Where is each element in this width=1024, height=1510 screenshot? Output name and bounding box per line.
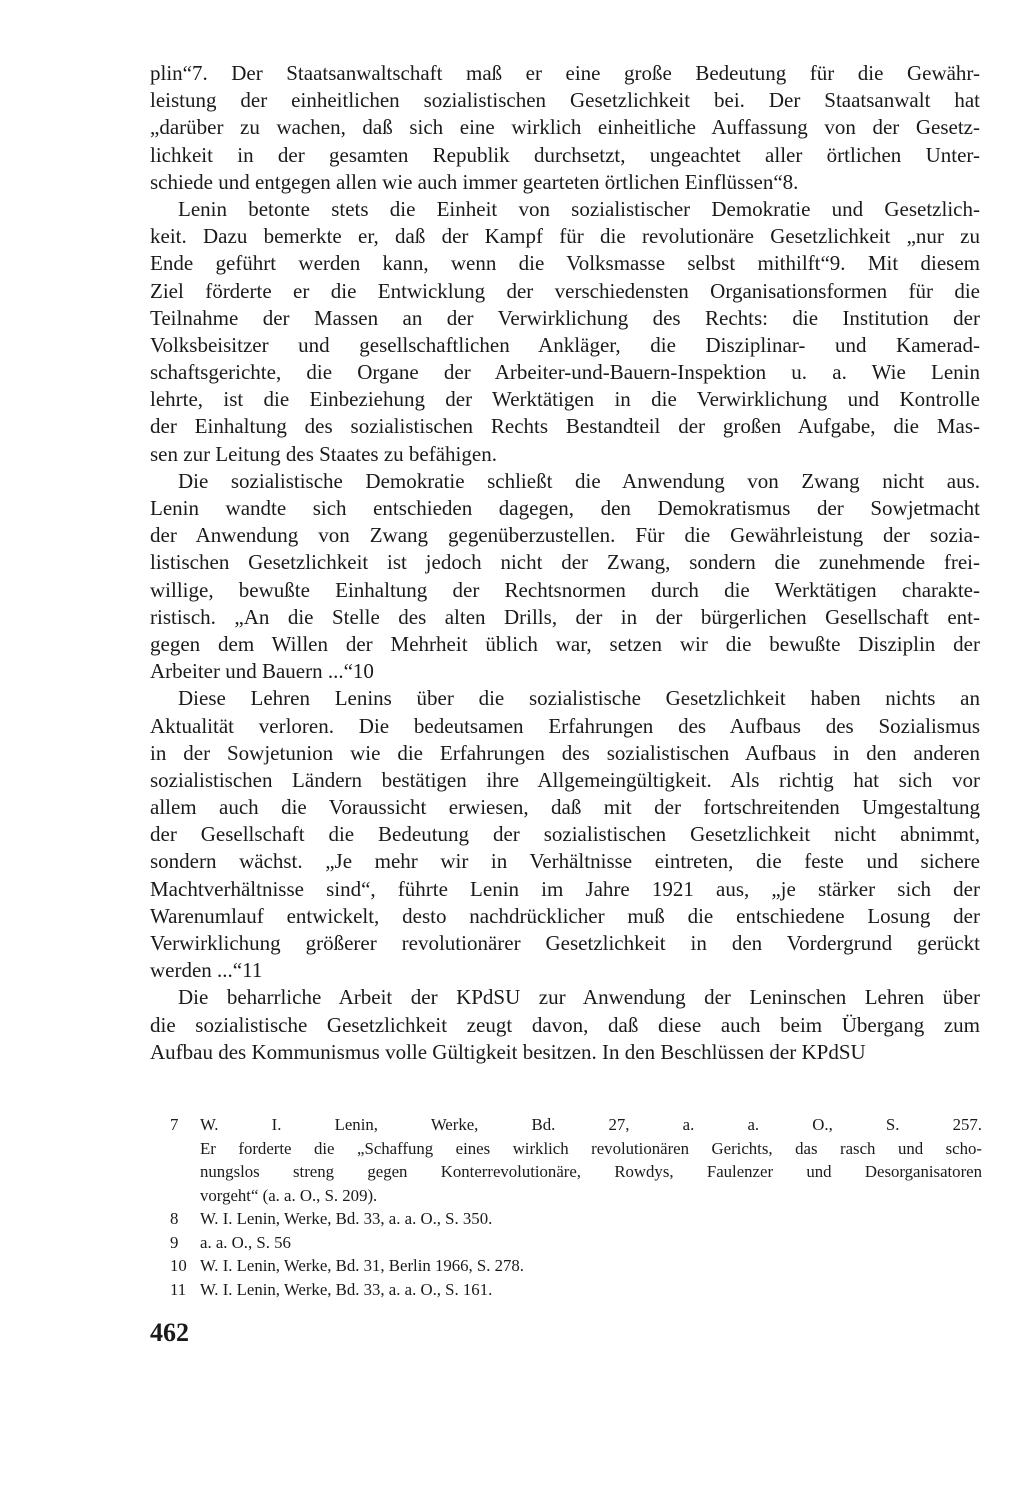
text-line: lichkeit in der gesamten Republik durchsetzt, ungeachtet aller örtlichen Unter- bbox=[150, 142, 980, 167]
text-line: schiede und entgegen allen wie auch immer gearteten örtlichen Einflüssen“8. bbox=[150, 169, 799, 194]
footnote bbox=[170, 1231, 982, 1255]
footnote-text bbox=[200, 1254, 982, 1278]
text-line: Diese Lehren Lenins über die sozialistische Gesetzlichkeit haben nichts an bbox=[178, 686, 980, 711]
text-line: allem auch die Voraussicht erwiesen, daß mit der fortschreitenden Umgestaltung bbox=[150, 795, 980, 820]
text-line: listischen Gesetzlichkeit ist jedoch nicht der Zwang, sondern die zunehmende frei- bbox=[150, 550, 980, 575]
footnote-number: 10 bbox=[170, 1256, 187, 1275]
body-text bbox=[150, 60, 980, 1066]
text-line: lehrte, ist die Einbeziehung der Werktätigen in die Verwirklichung und Kontrolle bbox=[150, 387, 980, 412]
text-line: willige, bewußte Einhaltung der Rechtsnormen durch die Werktätigen charakte- bbox=[150, 577, 980, 602]
paragraph bbox=[150, 685, 980, 984]
text-line: Warenumlauf entwickelt, desto nachdrücklicher muß die entschiedene Losung der bbox=[150, 903, 980, 928]
text-line: schaftsgerichte, die Organe der Arbeiter-und-Bauern-Inspektion u. a. Wie Lenin bbox=[150, 360, 980, 385]
text-line: plin“7. Der Staatsanwaltschaft maß er eine große Bedeutung für die Gewähr- bbox=[150, 61, 980, 85]
text-line: der Gesellschaft die Bedeutung der sozialistischen Gesetzlichkeit nicht abnimmt, bbox=[150, 822, 980, 847]
footnote-line: nungslos streng gegen Konterrevolutionäre, Rowdys, Faulenzer und Desorganisatoren bbox=[200, 1162, 982, 1181]
paragraph bbox=[150, 60, 980, 196]
footnote-line: a. a. O., S. 56 bbox=[200, 1232, 291, 1252]
text-line: Arbeiter und Bauern ...“10 bbox=[150, 659, 374, 684]
page-number: 462 bbox=[150, 1318, 189, 1347]
text-line: ristisch. „An die Stelle des alten Drills, der in der bürgerlichen Gesellschaft ent- bbox=[150, 604, 980, 629]
footnote bbox=[170, 1207, 982, 1231]
footnote-line: Er forderte die „Schaffung eines wirklich revolutionären Gerichts, das rasch und scho- bbox=[200, 1138, 982, 1158]
footnote bbox=[170, 1113, 982, 1207]
footnotes bbox=[170, 1113, 982, 1301]
text-line: gegen dem Willen der Mehrheit üblich war, setzen wir die bewußte Disziplin der bbox=[150, 631, 980, 656]
paragraph bbox=[150, 196, 980, 468]
text-line: sondern wächst. „Je mehr wir in Verhältnisse eintreten, die feste und sichere bbox=[150, 849, 980, 874]
text-line: der Einhaltung des sozialistischen Rechts Bestandteil der großen Aufgabe, die Mas- bbox=[150, 414, 980, 439]
text-line: Lenin wandte sich entschieden dagegen, den Demokratismus der Sowjetmacht bbox=[150, 496, 980, 520]
text-line: Die beharrliche Arbeit der KPdSU zur Anwendung der Leninschen Lehren über bbox=[178, 985, 980, 1010]
footnote-text bbox=[200, 1231, 982, 1255]
text-line: sen zur Leitung des Staates zu befähigen. bbox=[150, 441, 497, 466]
footnote-number: 8 bbox=[170, 1209, 179, 1228]
footnote bbox=[170, 1254, 982, 1278]
footnote-number: 9 bbox=[170, 1232, 179, 1252]
text-line: Die sozialistische Demokratie schließt die Anwendung von Zwang nicht aus. bbox=[178, 468, 980, 493]
text-line: die sozialistische Gesetzlichkeit zeugt davon, daß diese auch beim Übergang zum bbox=[150, 1012, 980, 1037]
footnote-line: W. I. Lenin, Werke, Bd. 33, a. a. O., S. 161. bbox=[200, 1279, 493, 1299]
footnote-line: W. I. Lenin, Werke, Bd. 33, a. a. O., S. 350. bbox=[200, 1209, 493, 1228]
footnote-line: vorgeht“ (a. a. O., S. 209). bbox=[200, 1185, 378, 1205]
footnote-text bbox=[200, 1278, 982, 1302]
footnote bbox=[170, 1278, 982, 1302]
text-line: sozialistischen Ländern bestätigen ihre Allgemeingültigkeit. Als richtig hat sich vor bbox=[150, 767, 980, 792]
text-line: Ziel förderte er die Entwicklung der verschiedensten Organisationsformen für die bbox=[150, 278, 980, 303]
paragraph bbox=[150, 468, 980, 686]
text-line: Aufbau des Kommunismus volle Gültigkeit besitzen. In den Beschlüssen der KPdSU bbox=[150, 1039, 866, 1064]
text-line: „darüber zu wachen, daß sich eine wirklich einheitliche Auffassung von der Gesetz- bbox=[150, 115, 980, 140]
footnote-line: W. I. Lenin, Werke, Bd. 27, a. a. O., S. 257. bbox=[200, 1115, 982, 1134]
footnote-line: W. I. Lenin, Werke, Bd. 31, Berlin 1966, S. 278. bbox=[200, 1256, 524, 1275]
text-line: Ende geführt werden kann, wenn die Volksmasse selbst mithilft“9. Mit diesem bbox=[150, 251, 980, 276]
footnote-text bbox=[200, 1207, 982, 1231]
text-line: Lenin betonte stets die Einheit von sozialistischer Demokratie und Gesetzlich- bbox=[178, 196, 980, 221]
text-line: Machtverhältnisse sind“, führte Lenin im Jahre 1921 aus, „je stärker sich der bbox=[150, 876, 980, 901]
footnote-number: 7 bbox=[170, 1115, 179, 1134]
text-line: Volksbeisitzer und gesellschaftlichen Ankläger, die Disziplinar- und Kamerad- bbox=[150, 332, 980, 357]
paragraph bbox=[150, 984, 980, 1066]
text-line: werden ...“11 bbox=[150, 958, 263, 983]
footnote-text bbox=[200, 1113, 982, 1207]
text-line: keit. Dazu bemerkte er, daß der Kampf für die revolutionäre Gesetzlichkeit „nur zu bbox=[150, 224, 980, 249]
text-line: Verwirklichung größerer revolutionärer Gesetzlichkeit in den Vordergrund gerückt bbox=[150, 931, 980, 955]
text-line: der Anwendung von Zwang gegenüberzustellen. Für die Gewährleistung der sozia- bbox=[150, 523, 980, 548]
text-line: Teilnahme der Massen an der Verwirklichung des Rechts: die Institution der bbox=[150, 305, 980, 330]
text-line: Aktualität verloren. Die bedeutsamen Erfahrungen des Aufbaus des Sozialismus bbox=[150, 713, 980, 738]
footnote-number: 11 bbox=[170, 1279, 187, 1299]
text-line: in der Sowjetunion wie die Erfahrungen des sozialistischen Aufbaus in den anderen bbox=[150, 740, 980, 765]
text-line: leistung der einheitlichen sozialistischen Gesetzlichkeit bei. Der Staatsanwalt hat bbox=[150, 88, 980, 113]
